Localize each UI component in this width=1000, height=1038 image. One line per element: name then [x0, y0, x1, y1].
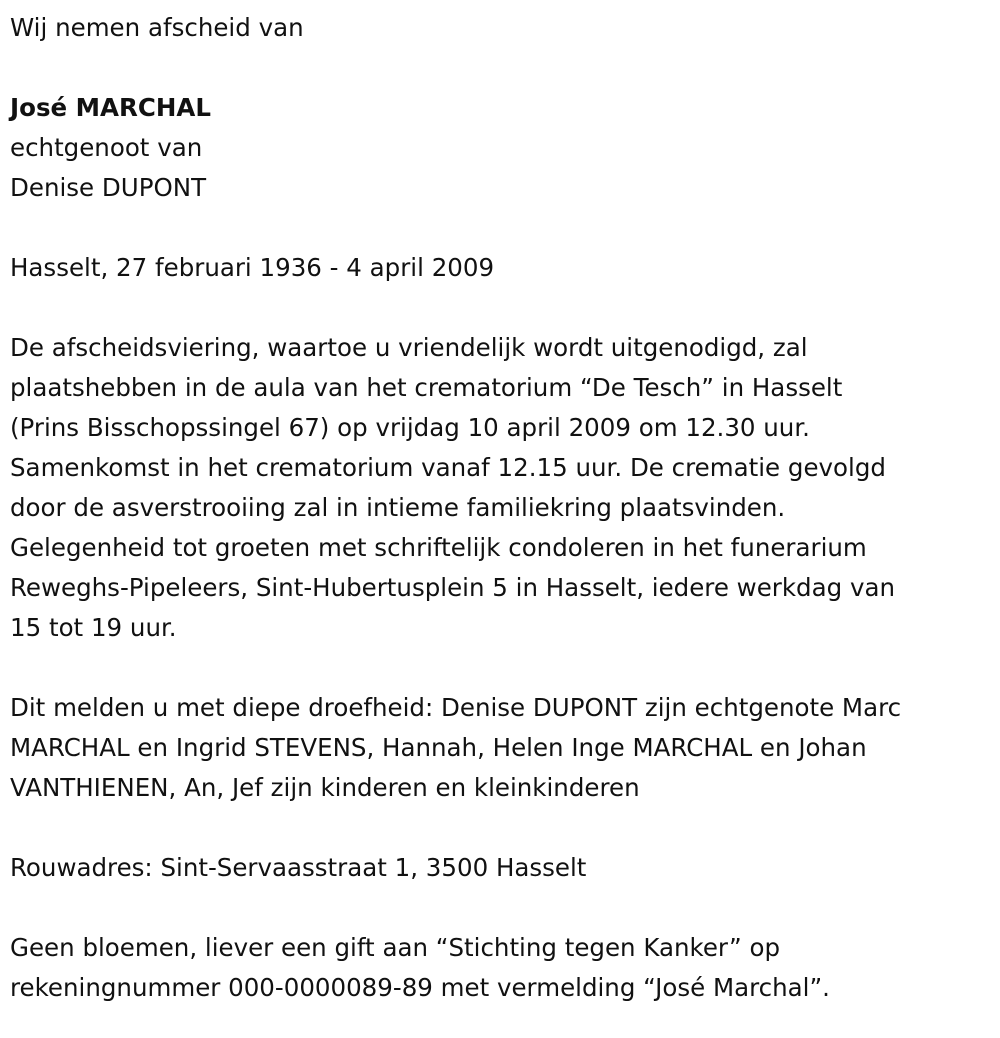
- relation-line: echtgenoot van: [10, 133, 203, 162]
- dates-line: Hasselt, 27 februari 1936 - 4 april 2009: [10, 253, 495, 282]
- ceremony-line: De afscheidsviering, waartoe u vriendelijk wordt uitgenodigd, zal: [10, 333, 808, 362]
- donation-line: Geen bloemen, liever een gift aan “Stichting tegen Kanker” op: [10, 933, 781, 962]
- spacer: [10, 808, 1000, 848]
- donation-line: rekeningnummer 000-0000089-89 met vermelding “José Marchal”.: [10, 973, 830, 1002]
- spacer: [10, 288, 1000, 328]
- deceased-name: José MARCHAL: [10, 93, 211, 122]
- family-paragraph: [10, 688, 1000, 808]
- address-line: Rouwadres: Sint-Servaasstraat 1, 3500 Hasselt: [10, 853, 587, 882]
- family-line: MARCHAL en Ingrid STEVENS, Hannah, Helen Inge MARCHAL en Johan: [10, 733, 867, 762]
- ceremony-line: door de asverstrooiing zal in intieme familiekring plaatsvinden.: [10, 493, 786, 522]
- spacer: [10, 48, 1000, 88]
- family-line: VANTHIENEN, An, Jef zijn kinderen en kleinkinderen: [10, 773, 640, 802]
- ceremony-line: 15 tot 19 uur.: [10, 613, 177, 642]
- family-line: Dit melden u met diepe droefheid: Denise DUPONT zijn echtgenote Marc: [10, 693, 902, 722]
- ceremony-line: plaatshebben in de aula van het crematorium “De Tesch” in Hasselt: [10, 373, 843, 402]
- spacer: [10, 208, 1000, 248]
- ceremony-line: Reweghs-Pipeleers, Sint-Hubertusplein 5 in Hasselt, iedere werkdag van: [10, 573, 896, 602]
- intro-line: Wij nemen afscheid van: [10, 13, 304, 42]
- ceremony-paragraph: [10, 328, 1000, 648]
- spacer: [10, 648, 1000, 688]
- spouse-name: Denise DUPONT: [10, 173, 207, 202]
- ceremony-line: Gelegenheid tot groeten met schriftelijk condoleren in het funerarium: [10, 533, 867, 562]
- ceremony-line: Samenkomst in het crematorium vanaf 12.15 uur. De crematie gevolgd: [10, 453, 886, 482]
- spacer: [10, 888, 1000, 928]
- donation-paragraph: [10, 928, 1000, 1008]
- ceremony-line: (Prins Bisschopssingel 67) op vrijdag 10 april 2009 om 12.30 uur.: [10, 413, 810, 442]
